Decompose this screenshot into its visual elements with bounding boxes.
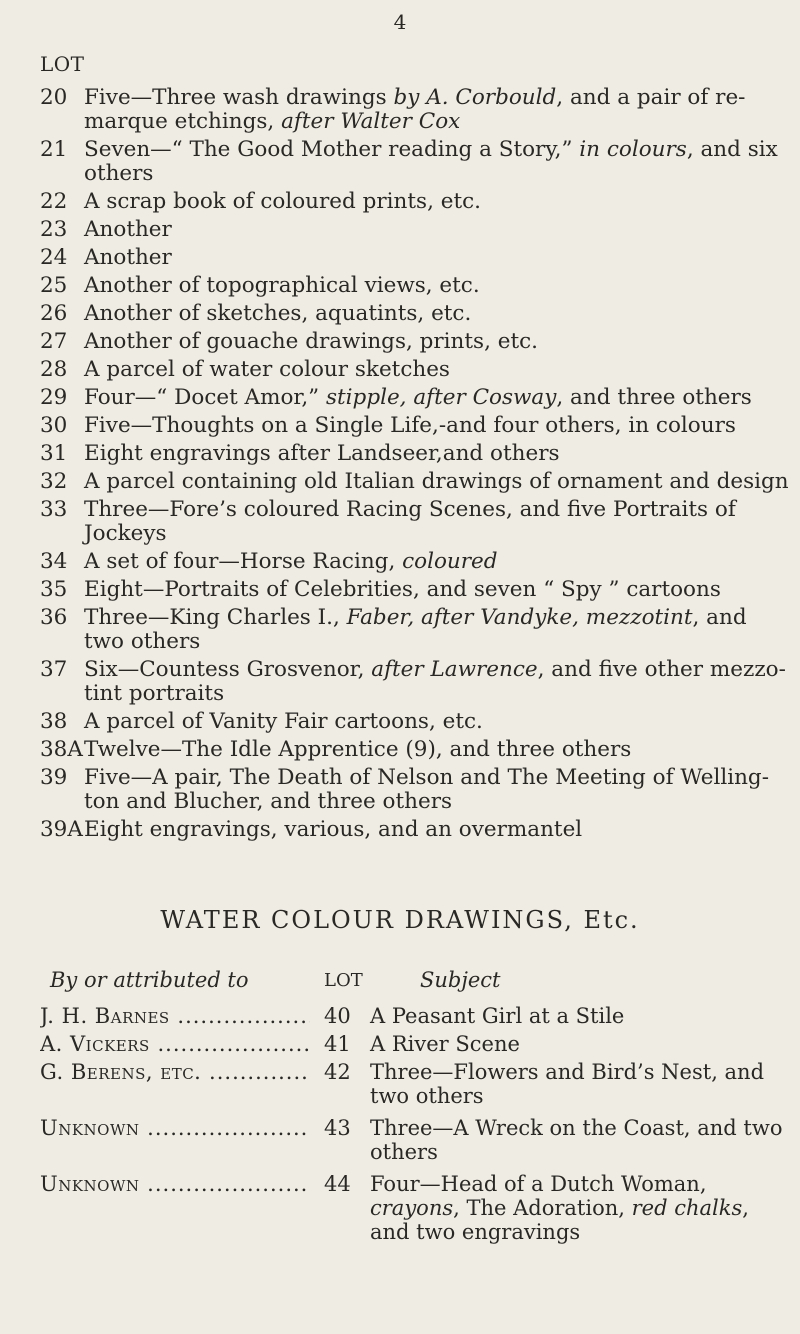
lot-entry: [40, 330, 790, 354]
lot-number: 28: [40, 357, 68, 382]
lot-number: 38: [40, 709, 68, 734]
lot-description: Seven—“ The Good Mother reading a Story,” in colours, and six others: [84, 137, 778, 186]
lot-number: 22: [40, 189, 68, 214]
lot-description: A scrap book of coloured prints, etc.: [84, 189, 481, 214]
lot-entry: [40, 218, 790, 242]
table-row: [40, 1116, 790, 1168]
lot-entry: [40, 442, 790, 466]
lot-entry: [40, 818, 790, 842]
lot-description: Another of gouache drawings, prints, etc.: [84, 329, 538, 354]
lot-description: Eight engravings, various, and an overmantel: [84, 817, 583, 842]
lot-entry: [40, 738, 790, 762]
subject-description: Three—A Wreck on the Coast, and two others: [370, 1116, 783, 1164]
lot-number: 39A: [40, 817, 83, 842]
lot-number: 32: [40, 469, 68, 494]
table-row: [40, 1004, 790, 1028]
lot-description: Another: [84, 217, 172, 242]
lot-number: 31: [40, 441, 68, 466]
lot-entry: [40, 386, 790, 410]
lot-entry: [40, 710, 790, 734]
lot-description: A parcel containing old Italian drawings of ornament and design: [84, 469, 789, 494]
table-row: [40, 1060, 790, 1112]
subject-description: Four—Head of a Dutch Woman, crayons, The Adoration, red chalks, and two engravings: [370, 1172, 749, 1244]
lot-entry: [40, 86, 790, 134]
lot-entry: [40, 606, 790, 654]
lot-column-header: LOT: [40, 52, 85, 76]
lot-description: Eight—Portraits of Celebrities, and seven “ Spy ” cartoons: [84, 577, 721, 602]
lot-entry: [40, 498, 790, 546]
table-row: [40, 1032, 790, 1056]
lot-list: [40, 86, 790, 846]
subject-column-header: Subject: [420, 968, 501, 992]
artist-name: G. Berens, etc. .....: [40, 1060, 310, 1084]
lot-number: 20: [40, 85, 68, 110]
lot-entry: [40, 274, 790, 298]
lot-description: Five—A pair, The Death of Nelson and The Meeting of Welling-ton and Blucher, and three others: [84, 765, 769, 814]
lot-entry: [40, 138, 790, 186]
lot-entry: [40, 550, 790, 574]
artist-column-header: By or attributed to: [50, 968, 249, 992]
lot-description: Four—“ Docet Amor,” stipple, after Cosway, and three others: [84, 385, 752, 410]
lot-number: 25: [40, 273, 68, 298]
lot-number: 40: [324, 1004, 351, 1028]
lot-description: A parcel of Vanity Fair cartoons, etc.: [84, 709, 483, 734]
lot-description: A set of four—Horse Racing, coloured: [84, 549, 498, 574]
lot-number: 38A: [40, 737, 83, 762]
lot-number: 35: [40, 577, 68, 602]
lot-number: 39: [40, 765, 68, 790]
lot-number: 41: [324, 1032, 351, 1056]
lot-description: Six—Countess Grosvenor, after Lawrence, and five other mezzo-tint portraits: [84, 657, 786, 706]
lot-description: Another: [84, 245, 172, 270]
subject-description: A Peasant Girl at a Stile: [370, 1004, 625, 1028]
lot-number: 24: [40, 245, 68, 270]
subject-description: A River Scene: [370, 1032, 520, 1056]
lot-entry: [40, 190, 790, 214]
lot-number: 36: [40, 605, 68, 630]
lot-entry: [40, 658, 790, 706]
artist-name: A. Vickers .....: [40, 1032, 310, 1056]
lot-column-header: LOT: [324, 970, 363, 991]
lot-number: 29: [40, 385, 68, 410]
artist-name: Unknown .....: [40, 1172, 310, 1196]
lot-description: Another of topographical views, etc.: [84, 273, 480, 298]
lot-entry: [40, 578, 790, 602]
lot-number: 37: [40, 657, 68, 682]
lot-description: Three—King Charles I., Faber, after Vandyke, mezzotint, and two others: [84, 605, 747, 654]
lot-number: 33: [40, 497, 68, 522]
lot-description: Five—Three wash drawings by A. Corbould, and a pair of re-marque etchings, after Walter Cox: [84, 85, 746, 134]
lot-number: 26: [40, 301, 68, 326]
lot-entry: [40, 246, 790, 270]
lot-number: 44: [324, 1172, 351, 1196]
lot-number: 43: [324, 1116, 351, 1140]
lot-number: 30: [40, 413, 68, 438]
lot-description: Five—Thoughts on a Single Life,-and four others, in colours: [84, 413, 736, 438]
lot-entry: [40, 766, 790, 814]
page-number: 4: [393, 10, 407, 34]
lot-entry: [40, 470, 790, 494]
artist-name: J. H. Barnes .....: [40, 1004, 310, 1028]
lot-description: Twelve—The Idle Apprentice (9), and three others: [84, 737, 632, 762]
lot-number: 21: [40, 137, 68, 162]
lot-number: 27: [40, 329, 68, 354]
subject-description: Three—Flowers and Bird’s Nest, and two others: [370, 1060, 765, 1108]
artist-name: Unknown .....: [40, 1116, 310, 1140]
table-row: [40, 1172, 790, 1252]
lot-description: Eight engravings after Landseer,and others: [84, 441, 560, 466]
lot-entry: [40, 302, 790, 326]
section-title: WATER COLOUR DRAWINGS, Etc.: [160, 906, 640, 934]
lot-entry: [40, 414, 790, 438]
watercolour-table: [40, 1004, 790, 1256]
lot-entry: [40, 358, 790, 382]
lot-description: Another of sketches, aquatints, etc.: [84, 301, 472, 326]
lot-number: 34: [40, 549, 68, 574]
lot-number: 42: [324, 1060, 351, 1084]
lot-description: A parcel of water colour sketches: [84, 357, 450, 382]
lot-number: 23: [40, 217, 68, 242]
lot-description: Three—Fore’s coloured Racing Scenes, and five Portraits of Jockeys: [84, 497, 736, 546]
